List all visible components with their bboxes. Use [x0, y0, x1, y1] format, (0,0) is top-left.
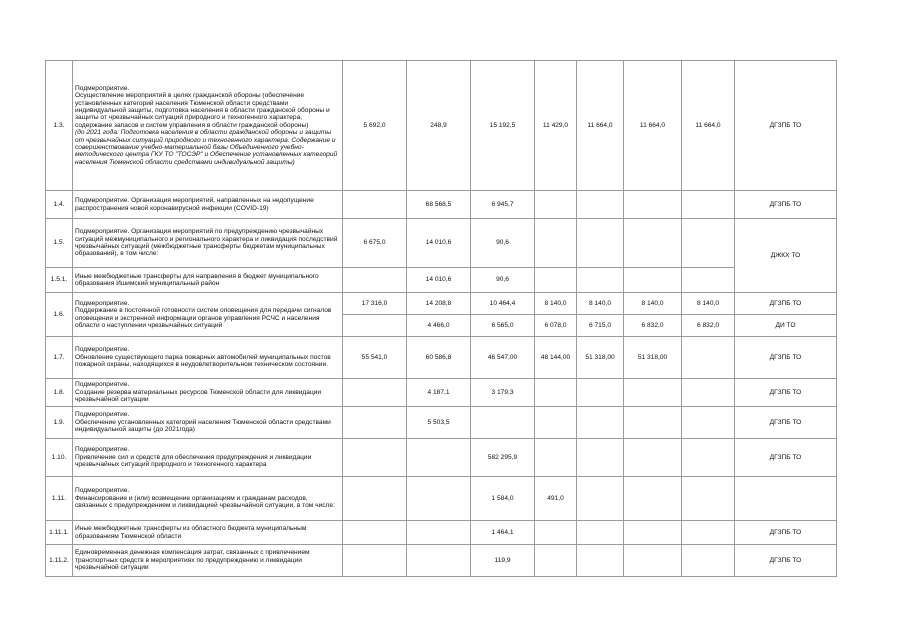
value-cell: [682, 337, 735, 379]
value-cell: [577, 521, 624, 545]
responsible-cell: ДГЗПБ ТО: [735, 545, 837, 577]
value-cell: [624, 379, 682, 407]
row-number: 1.5.1.: [46, 268, 73, 293]
responsible-cell: ДГЗПБ ТО: [735, 379, 837, 407]
value-cell: [343, 268, 407, 293]
value-cell: 51 318,00: [624, 337, 682, 379]
value-cell: [624, 439, 682, 477]
value-cell: [577, 268, 624, 293]
value-cell: 8 140,0: [682, 293, 735, 315]
value-cell: 491,0: [535, 477, 577, 521]
value-cell: 8 140,0: [577, 293, 624, 315]
row-number: 1.9.: [46, 407, 73, 439]
value-cell: [682, 379, 735, 407]
value-cell: [682, 191, 735, 219]
table-row: [46, 191, 837, 219]
value-cell: [343, 191, 407, 219]
value-cell: 1 464,1: [471, 521, 535, 545]
row-number: 1.5.: [46, 219, 73, 268]
value-cell: [577, 407, 624, 439]
value-cell: 8 140,0: [535, 293, 577, 315]
value-cell: 14 208,8: [407, 293, 471, 315]
value-cell: [343, 379, 407, 407]
value-cell: 8 140,0: [624, 293, 682, 315]
row-description: Подмероприятие. Привлечение сил и средств для обеспечения предупреждения и ликвидации чрезвычайных ситуаций природного и техногенного характера: [73, 439, 343, 477]
table-row: [46, 337, 837, 379]
value-cell: [624, 268, 682, 293]
value-cell: 10 464,4: [471, 293, 535, 315]
value-cell: [535, 268, 577, 293]
row-number: 1.11.2.: [46, 545, 73, 577]
row-number: 1.11.: [46, 477, 73, 521]
row-description: Подмероприятие. Обновление существующего парка пожарных автомобилей муниципальных постов пожарной охраны, находящихся в неудовлетворительном техническом состоянии.: [73, 337, 343, 379]
value-cell: [343, 477, 407, 521]
row-description: Иные межбюджетные трансферты для направления в бюджет муниципального образования Ишимский муниципальный район: [73, 268, 343, 293]
responsible-cell: ДГЗПБ ТО: [735, 191, 837, 219]
value-cell: [682, 545, 735, 577]
value-cell: 90,6: [471, 268, 535, 293]
value-cell: [343, 315, 407, 337]
table-row: [46, 268, 837, 293]
value-cell: 68 568,5: [407, 191, 471, 219]
value-cell: 4 187,1: [407, 379, 471, 407]
value-cell: 6 715,0: [577, 315, 624, 337]
value-cell: [577, 219, 624, 268]
value-cell: [535, 521, 577, 545]
value-cell: [471, 407, 535, 439]
value-cell: 11 664,0: [577, 61, 624, 191]
value-cell: [343, 407, 407, 439]
value-cell: [624, 477, 682, 521]
row-number: 1.3.: [46, 61, 73, 191]
value-cell: [343, 521, 407, 545]
value-cell: 6 078,0: [535, 315, 577, 337]
table-row: [46, 379, 837, 407]
row-number: 1.7.: [46, 337, 73, 379]
value-cell: [624, 521, 682, 545]
row-description: Подмероприятие. Организация мероприятий, направленных на недопущение распространения новой коронавирусной инфекции (COVID-19): [73, 191, 343, 219]
value-cell: [577, 477, 624, 521]
value-cell: [535, 191, 577, 219]
table-row: [46, 439, 837, 477]
value-cell: 51 318,00: [577, 337, 624, 379]
value-cell: 3 179,3: [471, 379, 535, 407]
value-cell: [535, 219, 577, 268]
value-cell: [682, 219, 735, 268]
value-cell: 5 692,0: [343, 61, 407, 191]
responsible-cell: ДГЗПБ ТО: [735, 407, 837, 439]
table-row: [46, 521, 837, 545]
responsible-cell: ДГЗПБ ТО: [735, 521, 837, 545]
responsible-cell: ДГЗПБ ТО: [735, 439, 837, 477]
value-cell: 46 547,00: [471, 337, 535, 379]
value-cell: 14 010,6: [407, 268, 471, 293]
value-cell: 11 664,0: [624, 61, 682, 191]
value-cell: [407, 477, 471, 521]
value-cell: 55 541,0: [343, 337, 407, 379]
value-cell: [577, 545, 624, 577]
value-cell: 15 192,5: [471, 61, 535, 191]
responsible-cell: ДГЗПБ ТО: [735, 61, 837, 191]
value-cell: [682, 521, 735, 545]
row-description: Подмероприятие. Осуществление мероприятий в целях гражданской обороны (обеспечение установленных категорий населения Тюменской области средствами индивидуальной защиты, подготовка населения в области гражданской обороны и защиты от чрезвычайных ситуаций природного и техногенного характера, содержание запасов и систем управления в области гражданской обороны) (до 2021 года: Подготовка населения в области гражданской обороны и защиты от чрезвычайных ситуаций природного и техногенного характера. Содержание и совершенствование учебно-материальной базы Объединенного учебно-методического центра ГКУ ТО "ТОСЭР" и Обеспечение установленных категорий населения Тюменской области средствами индивидуальной защиты): [73, 61, 343, 191]
value-cell: 11 664,0: [682, 61, 735, 191]
value-cell: 5 503,5: [407, 407, 471, 439]
value-cell: [343, 545, 407, 577]
value-cell: [682, 477, 735, 521]
value-cell: 6 675,0: [343, 219, 407, 268]
value-cell: 6 565,0: [471, 315, 535, 337]
value-cell: 90,6: [471, 219, 535, 268]
responsible-cell: ДЖКХ ТО: [735, 219, 837, 293]
value-cell: [682, 407, 735, 439]
responsible-cell: ДИ ТО: [735, 315, 837, 337]
value-cell: [535, 407, 577, 439]
table-row: [46, 545, 837, 577]
responsible-cell: ДГЗПБ ТО: [735, 293, 837, 315]
value-cell: [535, 439, 577, 477]
value-cell: 582 295,9: [471, 439, 535, 477]
value-cell: 48 144,00: [535, 337, 577, 379]
row-number: 1.8.: [46, 379, 73, 407]
row-description: Иные межбюджетные трансферты из областного бюджета муниципальным образованиям Тюменской области: [73, 521, 343, 545]
row-description: Единовременная денежная компенсация затрат, связанных с привлечением транспортных средств в мероприятиях по предупреждению и ликвидации чрезвычайной ситуации: [73, 545, 343, 577]
value-cell: [407, 545, 471, 577]
value-cell: [577, 191, 624, 219]
table-row: [46, 407, 837, 439]
value-cell: 17 316,0: [343, 293, 407, 315]
row-description: Подмероприятие. Обеспечение установленных категорий населения Тюменской области средствами индивидуальной защиты (до 2021года): [73, 407, 343, 439]
program-activities-table: [45, 60, 837, 577]
table-row: [46, 293, 837, 315]
row-description: Подмероприятие. Создание резерва материальных ресурсов Тюменской области для ликвидации чрезвычайной ситуации: [73, 379, 343, 407]
value-cell: 119,9: [471, 545, 535, 577]
responsible-cell: ДГЗПБ ТО: [735, 337, 837, 379]
value-cell: 6 832,0: [624, 315, 682, 337]
table-row: [46, 61, 837, 191]
value-cell: 6 832,0: [682, 315, 735, 337]
responsible-cell: [735, 477, 837, 521]
value-cell: 11 429,0: [535, 61, 577, 191]
row-number: 1.11.1.: [46, 521, 73, 545]
row-number: 1.6.: [46, 293, 73, 337]
value-cell: [577, 379, 624, 407]
value-cell: 60 586,8: [407, 337, 471, 379]
value-cell: [682, 439, 735, 477]
value-cell: [407, 439, 471, 477]
value-cell: [535, 379, 577, 407]
value-cell: [682, 268, 735, 293]
value-cell: [343, 439, 407, 477]
value-cell: 14 010,6: [407, 219, 471, 268]
table-row: [46, 219, 837, 268]
table-row: [46, 477, 837, 521]
row-description: Подмероприятие. Финансирование и (или) возмещение организациям и гражданам расходов, связанных с предупреждением и ликвидацией чрезвычайной ситуации, в том числе:: [73, 477, 343, 521]
value-cell: 248,9: [407, 61, 471, 191]
value-cell: 1 584,0: [471, 477, 535, 521]
value-cell: 6 945,7: [471, 191, 535, 219]
value-cell: [624, 407, 682, 439]
value-cell: [624, 191, 682, 219]
value-cell: [407, 521, 471, 545]
value-cell: 4 466,0: [407, 315, 471, 337]
value-cell: [624, 545, 682, 577]
value-cell: [577, 439, 624, 477]
value-cell: [624, 219, 682, 268]
row-description: Подмероприятие. Организация мероприятий по предупреждению чрезвычайных ситуаций межмуниципального и регионального характера и ликвидация последствий чрезвычайных ситуаций (межбюджетные трансферты бюджетам муниципальных образований), в том числе:: [73, 219, 343, 268]
row-description: Подмероприятие. Поддержание в постоянной готовности систем оповещения для передачи сигналов оповещения и экстренной информации органов управления РСЧС и населения области о наступлении чрезвычайных ситуаций: [73, 293, 343, 337]
row-number: 1.10.: [46, 439, 73, 477]
value-cell: [535, 545, 577, 577]
row-number: 1.4.: [46, 191, 73, 219]
